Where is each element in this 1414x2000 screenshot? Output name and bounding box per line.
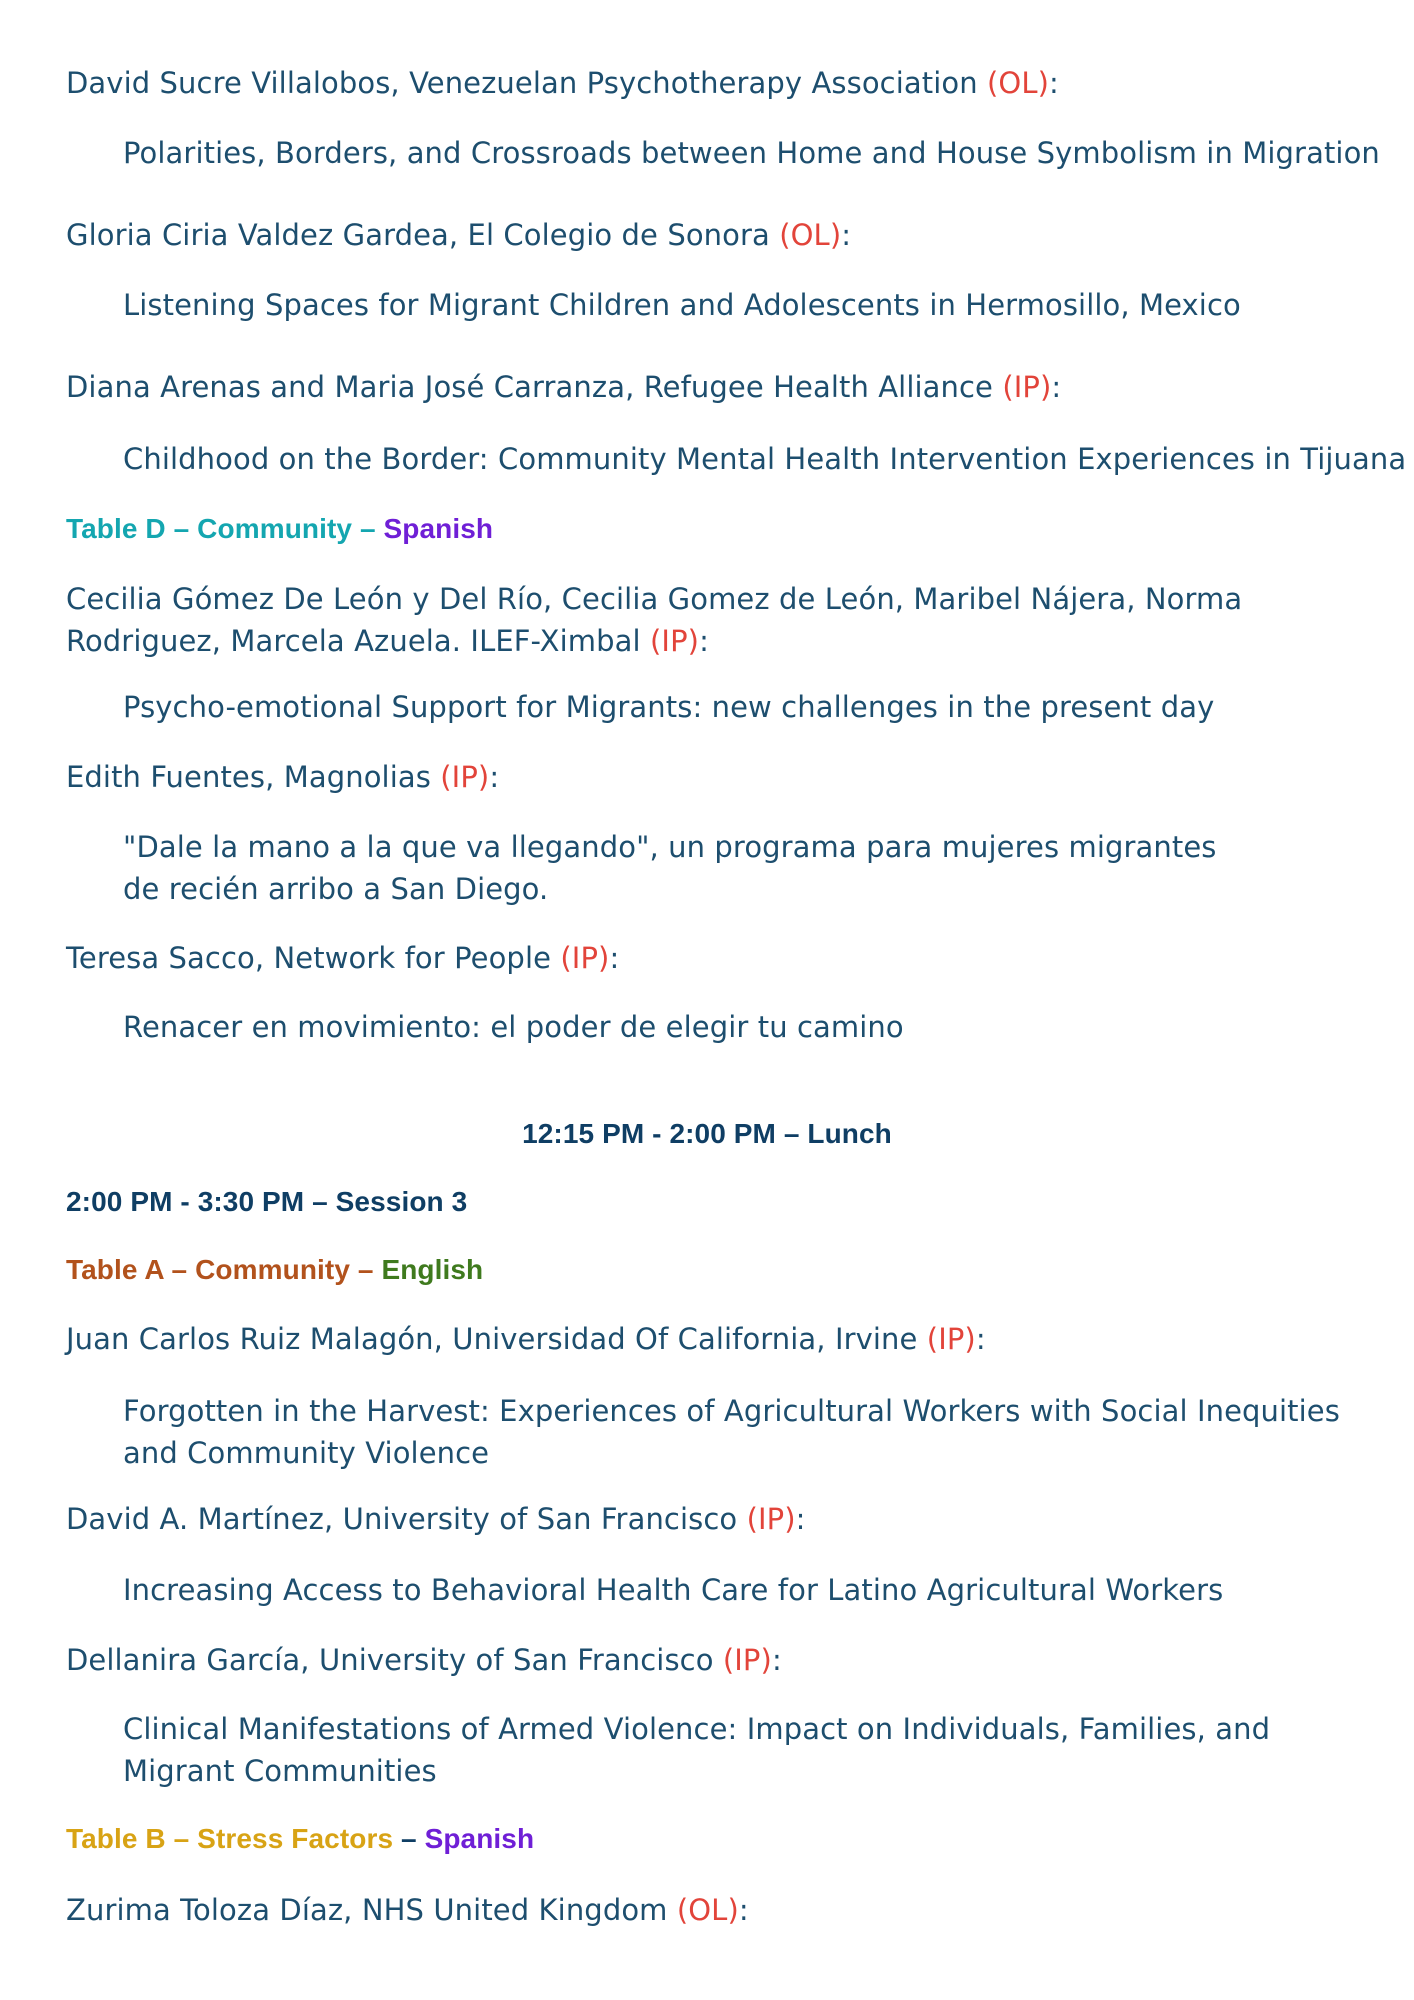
speaker-line [66, 62, 1356, 104]
talk-title: Clinical Manifestations of Armed Violence: Impact on Individuals, Families, and Migrant Communities [123, 1712, 1271, 1788]
talk-title: Increasing Access to Behavioral Health Care for Latino Agricultural Workers [123, 1573, 1224, 1607]
colon: : [1051, 370, 1062, 404]
speaker-name: Gloria Ciria Valdez Gardea, El Colegio de Sonora [66, 218, 780, 252]
table-language: Spanish [383, 513, 494, 544]
speaker-line [66, 366, 1356, 408]
talk-title: Forgotten in the Harvest: Experiences of Agricultural Workers with Social Inequities and Community Violence [123, 1394, 1340, 1470]
colon: : [795, 1502, 806, 1536]
format-tag: (IP) [746, 1502, 796, 1536]
table-d-heading [66, 509, 1356, 549]
table-language: English [381, 1254, 484, 1285]
talk-title: Renacer en movimiento: el poder de elegir tu camino [123, 1010, 904, 1044]
table-label: Table A – Community – [66, 1254, 382, 1285]
speaker-name: David Sucre Villalobos, Venezuelan Psychotherapy Association [66, 66, 988, 100]
talk-title: Childhood on the Border: Community Mental Health Intervention Experiences in Tijuana [123, 442, 1407, 476]
colon: : [609, 941, 620, 975]
colon: : [489, 760, 500, 794]
speaker-line [66, 578, 1246, 662]
table-label: Table D – Community – [66, 513, 384, 544]
speaker-name: David A. Martínez, University of San Francisco [66, 1502, 747, 1536]
table-separator: – [401, 1823, 425, 1854]
speaker-line [66, 1889, 1356, 1931]
speaker-line [66, 1498, 1356, 1540]
format-tag: (OL) [676, 1893, 739, 1927]
format-tag: (IP) [440, 760, 490, 794]
format-tag: (IP) [560, 941, 610, 975]
speaker-line [66, 1318, 1356, 1360]
table-b-heading [66, 1819, 1356, 1859]
format-tag: (IP) [1002, 370, 1052, 404]
colon: : [975, 1322, 986, 1356]
speaker-name: Teresa Sacco, Network for People [66, 941, 561, 975]
format-tag: (IP) [650, 624, 700, 658]
talk-title: Listening Spaces for Migrant Children and Adolescents in Hermosillo, Mexico [123, 288, 1241, 322]
session-3-heading: 2:00 PM - 3:30 PM – Session 3 [66, 1186, 468, 1217]
table-language: Spanish [424, 1823, 535, 1854]
talk-title: Polarities, Borders, and Crossroads between Home and House Symbolism in Migration [123, 136, 1380, 170]
speaker-name: Juan Carlos Ruiz Malagón, Universidad Of California, Irvine [66, 1322, 927, 1356]
speaker-line [66, 1639, 1356, 1681]
colon: : [771, 1643, 782, 1677]
speaker-name: Zurima Toloza Díaz, NHS United Kingdom [66, 1893, 677, 1927]
colon: : [841, 218, 852, 252]
speaker-line [66, 756, 1356, 798]
talk-title: Psycho-emotional Support for Migrants: new challenges in the present day [123, 690, 1215, 724]
speaker-name: Dellanira García, University of San Francisco [66, 1643, 723, 1677]
colon: : [699, 624, 709, 658]
colon: : [1049, 66, 1059, 100]
speaker-line [66, 937, 1356, 979]
speaker-name: Cecilia Gómez De León y Del Río, Cecilia Gomez de León, Maribel Nájera, Norma Rodriguez, Marcela Azuela. ILEF-Ximbal [66, 582, 1243, 658]
speaker-name: Diana Arenas and Maria José Carranza, Refugee Health Alliance [66, 370, 1003, 404]
talk-title: "Dale la mano a la que va llegando", un programa para mujeres migrantes de recién arribo a San Diego. [123, 830, 1217, 906]
format-tag: (IP) [926, 1322, 976, 1356]
lunch-heading: 12:15 PM - 2:00 PM – Lunch [522, 1118, 892, 1149]
colon: : [738, 1893, 749, 1927]
format-tag: (IP) [722, 1643, 772, 1677]
table-a-heading [66, 1250, 1356, 1290]
speaker-name: Edith Fuentes, Magnolias [66, 760, 441, 794]
speaker-line [66, 214, 1356, 256]
format-tag: (OL) [779, 218, 842, 252]
format-tag: (OL) [987, 66, 1050, 100]
table-label: Table B – Stress Factors [66, 1823, 401, 1854]
